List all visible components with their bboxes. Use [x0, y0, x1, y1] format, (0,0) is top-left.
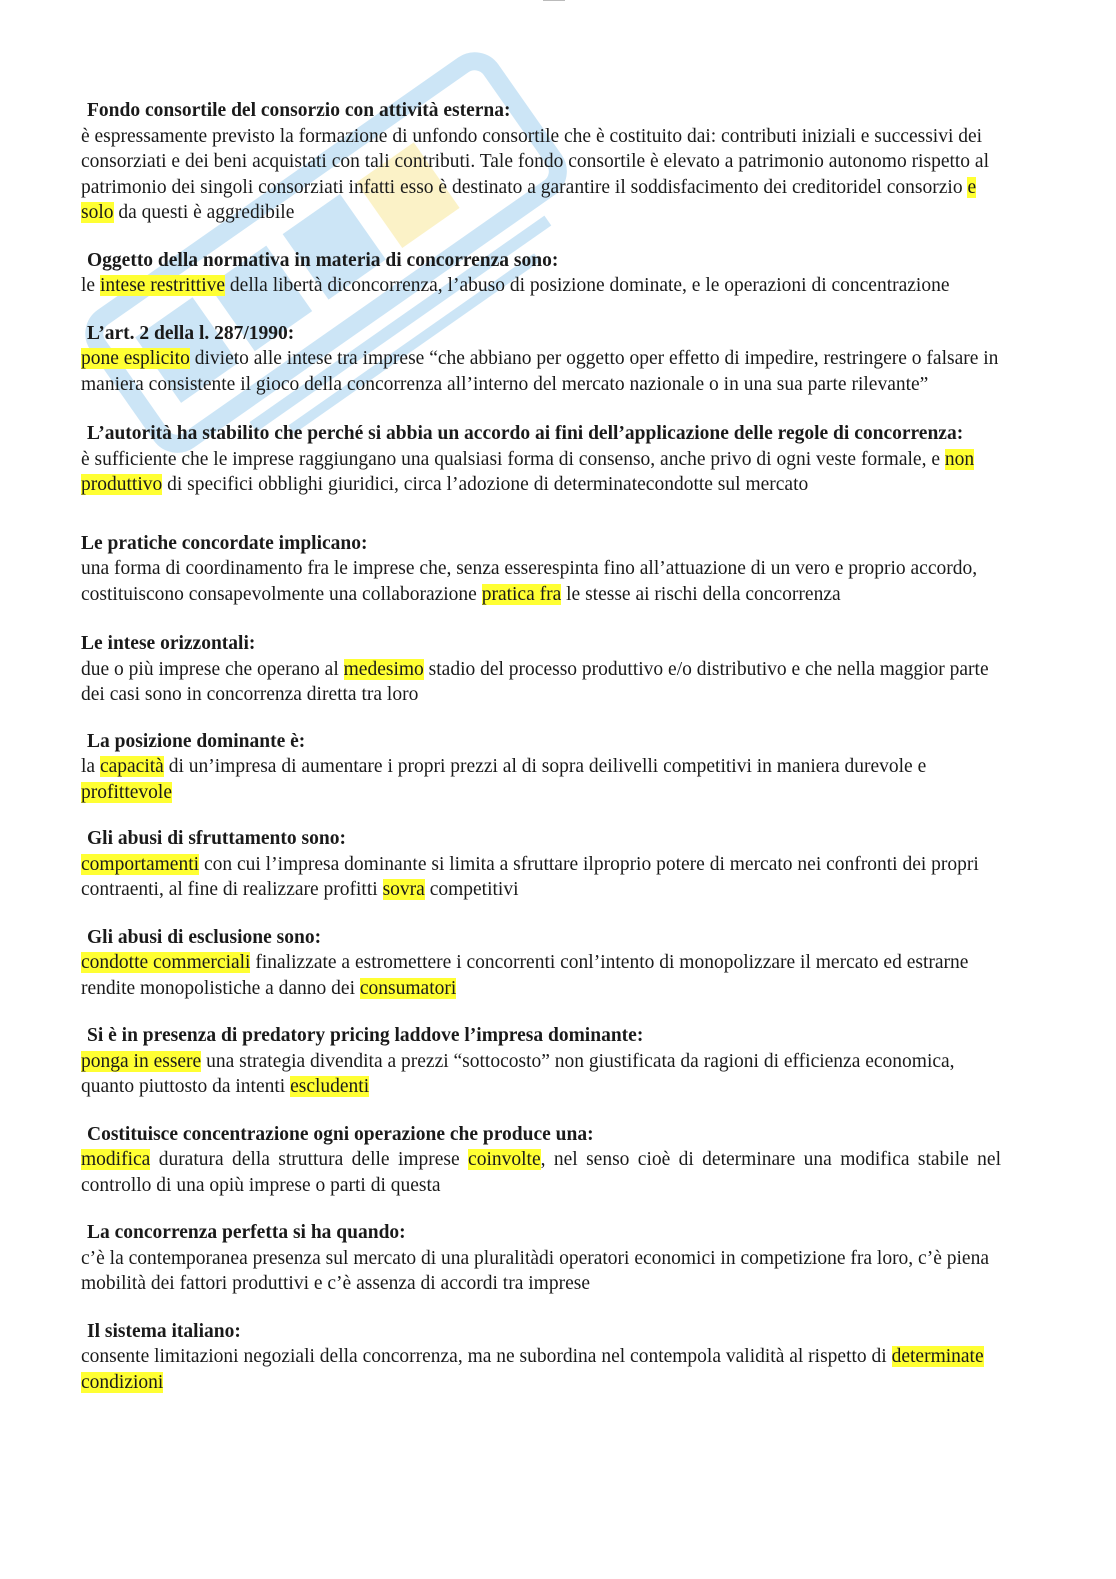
section-heading: La posizione dominante è:: [87, 730, 306, 752]
qa-section: [81, 321, 1001, 398]
section-body: [81, 1147, 1001, 1198]
qa-section: [81, 631, 1001, 708]
section-heading: L’autorità ha stabilito che perché si abbia un accordo ai fini dell’applicazione delle regole di concorrenza:: [87, 423, 964, 444]
section-heading: Oggetto della normativa in materia di concorrenza sono:: [87, 249, 559, 271]
body-text: consente limitazioni negoziali della concorrenza, ma ne subordina nel contempola validità al rispetto di: [81, 1346, 892, 1367]
section-heading: Fondo consortile del consorzio con attività esterna:: [87, 100, 511, 121]
qa-section: [81, 729, 1001, 806]
section-heading: Gli abusi di sfruttamento sono:: [87, 828, 346, 849]
highlighted-text: e solo: [81, 176, 977, 223]
qa-section: [81, 531, 1001, 608]
qa-section: [81, 421, 1001, 498]
highlighted-text: escludenti: [290, 1076, 370, 1097]
section-heading: Gli abusi di esclusione sono:: [87, 926, 322, 948]
body-text: divieto alle intese tra imprese “che abbiano per oggetto oper effetto di impedire, restringere o falsare in maniera consistente il gioco della concorrenza all’interno del mercato nazionale o in una sua parte rilevante”: [81, 348, 999, 395]
body-text: le: [81, 275, 100, 296]
body-text: è sufficiente che le imprese raggiungano una qualsiasi forma di consenso, anche privo di ogni veste formale, e: [81, 448, 945, 470]
document-content: [81, 98, 1001, 1395]
highlighted-text: condotte commerciali: [81, 952, 251, 973]
highlighted-text: coinvolte: [468, 1149, 541, 1170]
section-body: [81, 1049, 1001, 1100]
body-text: di un’impresa di aumentare i propri prezzi al di sopra deilivelli competitivi in maniera durevole e: [163, 756, 927, 777]
body-text: della libertà diconcorrenza, l’abuso di posizione dominate, e le operazioni di concentrazione: [225, 275, 950, 296]
section-heading: Le intese orizzontali:: [81, 633, 256, 654]
body-text: è espressamente previsto la formazione di unfondo consortile che è costituito dai: contributi iniziali e successivi dei consorziati e dei beni acquistati con tali contributi. Tale fondo consortile è elevato a patrimonio autonomo rispetto al patrimonio dei singoli consorziati infatti esso è destinato a garantire il soddisfacimento dei creditoridel consorzio: [81, 125, 990, 198]
section-body: [81, 1246, 1001, 1297]
section-body: [81, 346, 1001, 397]
body-text: due o più imprese che operano al: [81, 658, 344, 680]
section-body: [81, 657, 1001, 708]
section-heading: Si è in presenza di predatory pricing laddove l’impresa dominante:: [87, 1025, 644, 1046]
qa-section: [81, 925, 1001, 1002]
qa-section: [81, 1023, 1001, 1100]
body-text: la: [81, 756, 100, 777]
qa-section: [81, 826, 1001, 903]
body-text: competitivi: [424, 879, 519, 900]
highlighted-text: comportamenti: [81, 853, 200, 875]
qa-section: [81, 248, 1001, 299]
highlighted-text: capacità: [99, 756, 164, 777]
highlighted-text: medesimo: [343, 658, 424, 680]
section-body: [81, 754, 1001, 805]
body-text: una strategia divendita a prezzi “sottocosto” non giustificata da ragioni di efficienza economica, quanto piuttosto da intenti: [81, 1050, 955, 1097]
body-text: le stesse ai rischi della concorrenza: [561, 583, 841, 605]
highlighted-text: sovra: [382, 879, 425, 900]
qa-section: [81, 1220, 1001, 1297]
section-heading: Le pratiche concordate implicano:: [81, 532, 368, 554]
highlighted-text: pone esplicito: [81, 348, 190, 369]
highlighted-text: modifica: [81, 1149, 151, 1170]
body-text: da questi è aggredibile: [113, 202, 295, 223]
section-body: [81, 950, 1001, 1001]
body-text: con cui l’impresa dominante si limita a sfruttare ilproprio potere di mercato nei confronti dei propri contraenti, al fine di realizzare profitti: [81, 853, 979, 900]
page-top-mark: [543, 0, 565, 5]
body-text: di specifici obblighi giuridici, circa l’adozione di determinatecondotte sul mercato: [162, 474, 809, 495]
qa-section: [81, 1319, 1001, 1396]
body-text: duratura della struttura delle imprese: [150, 1149, 469, 1170]
section-body: [81, 556, 1001, 607]
highlighted-text: pratica fra: [481, 583, 562, 605]
body-text: finalizzate a estromettere i concorrenti conl’intento di monopolizzare il mercato ed estrarne rendite monopolistiche a danno dei: [81, 952, 969, 999]
section-heading: La concorrenza perfetta si ha quando:: [87, 1222, 406, 1243]
highlighted-text: ponga in essere: [81, 1050, 202, 1072]
highlighted-text: profittevole: [81, 781, 172, 803]
section-heading: Costituisce concentrazione ogni operazione che produce una:: [87, 1123, 594, 1145]
section-body: [81, 447, 1001, 498]
body-text: c’è la contemporanea presenza sul mercato di una pluralitàdi operatori economici in competizione fra loro, c’è piena mobilità dei fattori produttivi e c’è assenza di accordi tra imprese: [81, 1247, 989, 1294]
section-body: [81, 124, 1001, 226]
body-text: stadio del processo produttivo e/o distributivo e che nella maggior parte dei casi sono in concorrenza diretta tra loro: [81, 658, 989, 705]
section-body: [81, 1344, 1001, 1395]
highlighted-text: condizioni: [81, 1371, 164, 1393]
highlighted-text: consumatori: [359, 977, 457, 999]
section-body: [81, 852, 1001, 903]
highlighted-text: non produttivo: [81, 448, 975, 495]
body-text: una forma di coordinamento fra le imprese che, senza esserespinta fino all’attuazione di un vero e proprio accordo, costituiscono consapevolmente una collaborazione: [81, 558, 978, 605]
body-text: , nel senso cioè di determinare una modifica stabile nel controllo di una opiù imprese o parti di questa: [81, 1149, 1001, 1196]
section-body: [81, 273, 1001, 299]
qa-section: [81, 98, 1001, 226]
section-heading: L’art. 2 della l. 287/1990:: [87, 322, 295, 344]
highlighted-text: determinate: [891, 1346, 984, 1367]
highlighted-text: intese restrittive: [99, 275, 226, 296]
section-heading: Il sistema italiano:: [87, 1320, 241, 1342]
qa-section: [81, 1122, 1001, 1199]
